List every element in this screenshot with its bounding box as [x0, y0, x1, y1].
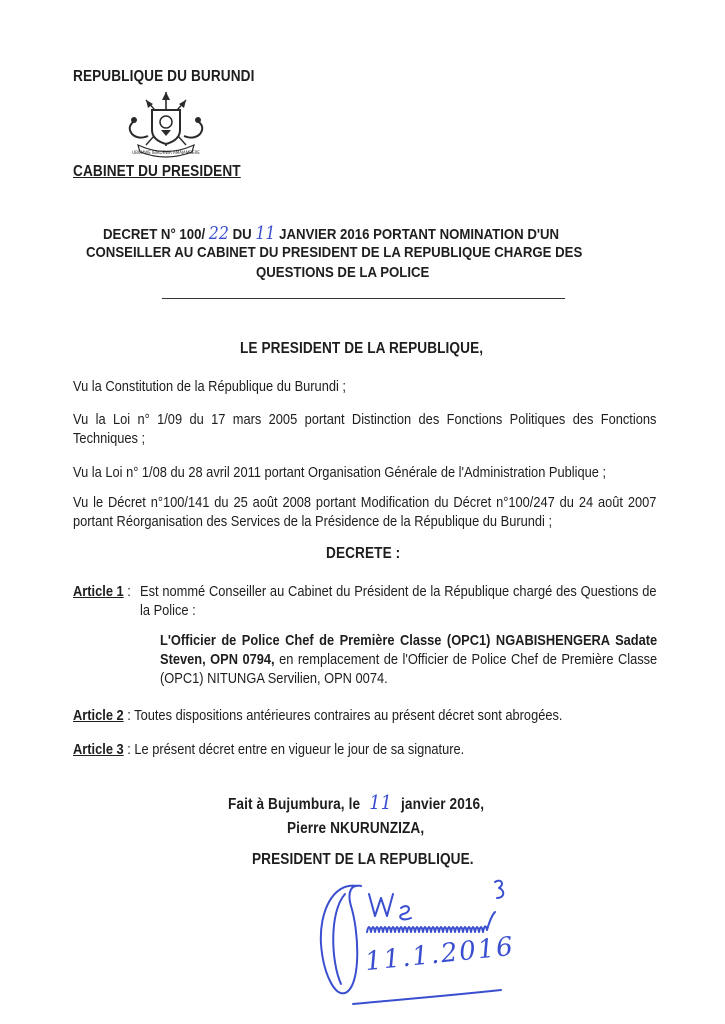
place-suffix: janvier 2016, — [401, 796, 485, 813]
decree-title-line1 — [103, 223, 559, 244]
coat-of-arms-icon — [118, 90, 214, 160]
article-1-appointee — [160, 632, 657, 689]
decrete-heading: DECRETE : — [326, 545, 401, 562]
emblem-motto: UBUMWE IBIKORWA AMAJAMBERE — [132, 150, 200, 155]
article-1-label-wrap — [73, 583, 131, 602]
appointee-replacement: en remplacement de l'Officier de Police Chef de Première Classe (OPC1) NITUNGA Servilien, OPN 0074. — [160, 652, 658, 687]
article-3-label: Article 3 — [73, 742, 124, 758]
title-divider — [162, 298, 565, 299]
appointee-name: L'Officier de Police Chef de Première Classe (OPC1) NGABISHENGERA Sadate Steven, OPN 0794, — [160, 633, 658, 668]
decree-title-prefix: DECRET N° 100/ — [103, 226, 206, 243]
cabinet-heading: CABINET DU PRESIDENT — [73, 163, 241, 180]
decree-title-suffix: JANVIER 2016 PORTANT NOMINATION D'UN — [279, 226, 560, 243]
article-1-text: Est nommé Conseiller au Cabinet du Président de la République chargé des Questions de la Police : — [140, 584, 657, 619]
article-3-text: Le présent décret entre en vigueur le jour de sa signature. — [134, 742, 465, 758]
signature-icon — [305, 872, 525, 1012]
handwritten-signing-day: 11 — [369, 790, 392, 814]
article-2-sep: : — [123, 708, 135, 724]
handwritten-decree-day: 11 — [255, 223, 276, 244]
handwritten-signature-date: 11.1.2016 — [363, 931, 517, 978]
article-3-sep: : — [123, 742, 135, 758]
article-2 — [73, 707, 563, 726]
decree-title-line2: CONSEILLER AU CABINET DU PRESIDENT DE LA REPUBLIQUE CHARGE DES — [86, 244, 583, 261]
vu-loi-2011: Vu la Loi n° 1/08 du 28 avril 2011 portant Organisation Générale de l'Administration Publique ; — [73, 465, 607, 481]
handwritten-decree-number: 22 — [208, 223, 229, 244]
place-prefix: Fait à Bujumbura, le — [228, 796, 361, 813]
article-2-label: Article 2 — [73, 708, 124, 724]
vu-decret-2008: Vu le Décret n°100/141 du 25 août 2008 portant Modification du Décret n°100/247 du 24 août 2007 portant Réorganisation des Services de la Présidence de la République du Burundi ; — [73, 495, 657, 530]
vu-constitution: Vu la Constitution de la République du Burundi ; — [73, 379, 346, 395]
article-2-text: Toutes dispositions antérieures contraires au présent décret sont abrogées. — [134, 708, 563, 724]
preamble-heading: LE PRESIDENT DE LA REPUBLIQUE, — [240, 340, 484, 357]
place-date — [228, 790, 484, 814]
article-3 — [73, 741, 464, 760]
article-1-sep: : — [123, 584, 131, 600]
decree-title-mid: DU — [232, 226, 252, 243]
signer-name: Pierre NKURUNZIZA, — [287, 820, 425, 837]
vu-loi-2005: Vu la Loi n° 1/09 du 17 mars 2005 portant Distinction des Fonctions Politiques des Fonctions Techniques ; — [73, 412, 657, 447]
signer-title: PRESIDENT DE LA REPUBLIQUE. — [252, 851, 474, 868]
decree-title-line3: QUESTIONS DE LA POLICE — [256, 264, 430, 281]
republic-heading: REPUBLIQUE DU BURUNDI — [73, 68, 255, 85]
article-1-label: Article 1 — [73, 584, 124, 600]
